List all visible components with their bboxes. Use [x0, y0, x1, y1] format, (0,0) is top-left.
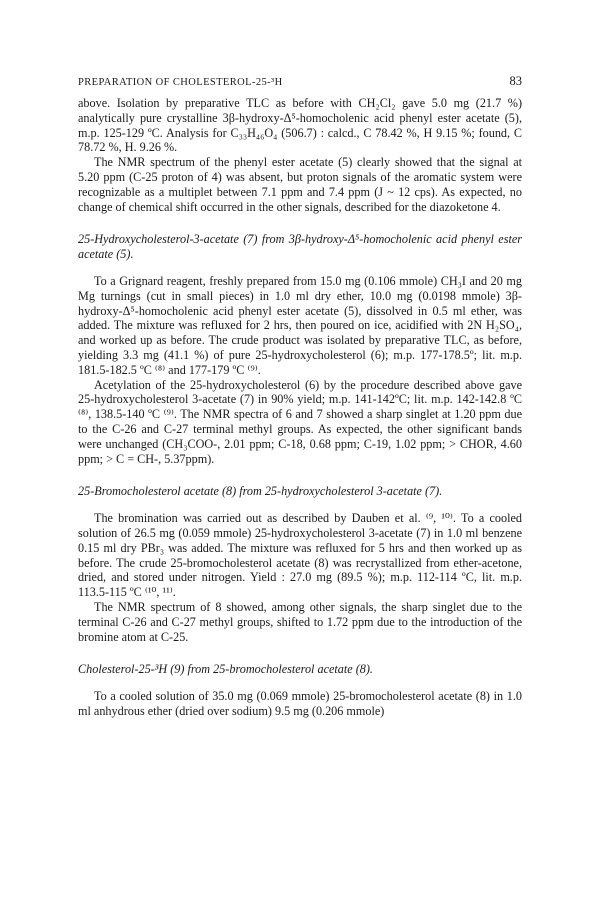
- running-head-title: PREPARATION OF CHOLESTEROL-25-³H: [78, 77, 283, 88]
- paragraph-reduction: To a cooled solution of 35.0 mg (0.069 mmole) 25-bromocholesterol acetate (8) in 1.0 ml anhydrous ether (dried over sodium) 9.5 mg (0.206 mmole): [78, 689, 522, 718]
- paragraph-acetylation: Acetylation of the 25-hydroxycholesterol (6) by the procedure described above gave 25-hydroxycholesterol 3-acetate (7) in 90% yield; m.p. 141-142ºC; lit. m.p. 142-142.8 ºC ⁽⁸⁾, 138.5-140 ºC ⁽⁹⁾. The NMR spectra of 6 and 7 showed a sharp singlet at 1.20 ppm due to the C-26 and C-27 terminal methyl groups. As expected, the other significant bands were unchanged (CH₃COO-, 2.01 ppm; C-18, 0.68 ppm; C-19, 1.02 ppm; > CHOR, 4.60 ppm; > C = CH-, 5.37ppm).: [78, 377, 522, 466]
- page-number: 83: [509, 74, 522, 88]
- paragraph-nmr-bromo: The NMR spectrum of 8 showed, among other signals, the sharp singlet due to the terminal C-26 and C-27 methyl groups, shifted to 1.72 ppm due to the introduction of the bromine atom at C-25.: [78, 599, 522, 644]
- body-text: [78, 96, 522, 719]
- paragraph-continuation: above. Isolation by preparative TLC as before with CH₂Cl₂ gave 5.0 mg (21.7 %) analytically pure crystalline 3β-hydroxy-Δ⁵-homocholenic acid phenyl ester acetate (5), m.p. 125-129 ºC. Analysis for C₃₃H₄₆O₄ (506.7) : calcd., C 78.42 %, H 9.15 %; found, C 78.72 %, H. 9.26 %.: [78, 96, 522, 155]
- paragraph-bromination: The bromination was carried out as described by Dauben et al. ⁽⁹, ¹⁰⁾. To a cooled solution of 26.5 mg (0.059 mmole) 25-hydroxycholesterol 3-acetate (7) in 1.0 ml benzene 0.15 ml dry PBr₃ was added. The mixture was refluxed for 5 hrs and then worked up as before. The crude 25-bromocholesterol acetate (8) was recrystallized from ether-acetone, dried, and stored under nitrogen. Yield : 27.0 mg (89.5 %); m.p. 112-114 ºC, lit. m.p. 113.5-115 ºC ⁽¹⁰, ¹¹⁾.: [78, 511, 522, 600]
- paragraph-nmr-phenyl-ester: The NMR spectrum of the phenyl ester acetate (5) clearly showed that the signal at 5.20 ppm (C-25 proton of 4) was absent, but proton signals of the aromatic system were recognizable as a multiplet between 7.1 ppm and 7.4 ppm (J ~ 12 cps). As expected, no change of chemical shift occurred in the other signals, described for the diazoketone 4.: [78, 155, 522, 214]
- running-head: [78, 74, 522, 89]
- paragraph-grignard: To a Grignard reagent, freshly prepared from 15.0 mg (0.106 mmole) CH₃I and 20 mg Mg turnings (cut in small pieces) in 1.0 ml dry ether, 10.0 mg (0.0198 mmole) 3β-hydroxy-Δ⁵-homocholenic acid phenyl ester acetate (5), dissolved in 0.5 ml ether, was added. The mixture was refluxed for 2 hrs, then poured on ice, acidified with 2N H₂SO₄, and worked up as before. The crude product was isolated by preparative TLC, as before, yielding 3.3 mg (41.1 %) of pure 25-hydroxycholesterol (6); m.p. 177-178.5º; lit. m.p. 181.5-182.5 ºC ⁽⁸⁾ and 177-179 ºC ⁽⁹⁾.: [78, 273, 522, 377]
- section-heading-hydroxycholesterol-acetate: 25-Hydroxycholesterol-3-acetate (7) from 3β-hydroxy-Δ⁵-homocholenic acid phenyl ester acetate (5).: [78, 232, 522, 262]
- section-heading-cholesterol-tritium: Cholesterol-25-³H (9) from 25-bromocholesterol acetate (8).: [78, 662, 373, 677]
- section-heading-bromocholesterol-acetate: 25-Bromocholesterol acetate (8) from 25-hydroxycholesterol 3-acetate (7).: [78, 484, 443, 499]
